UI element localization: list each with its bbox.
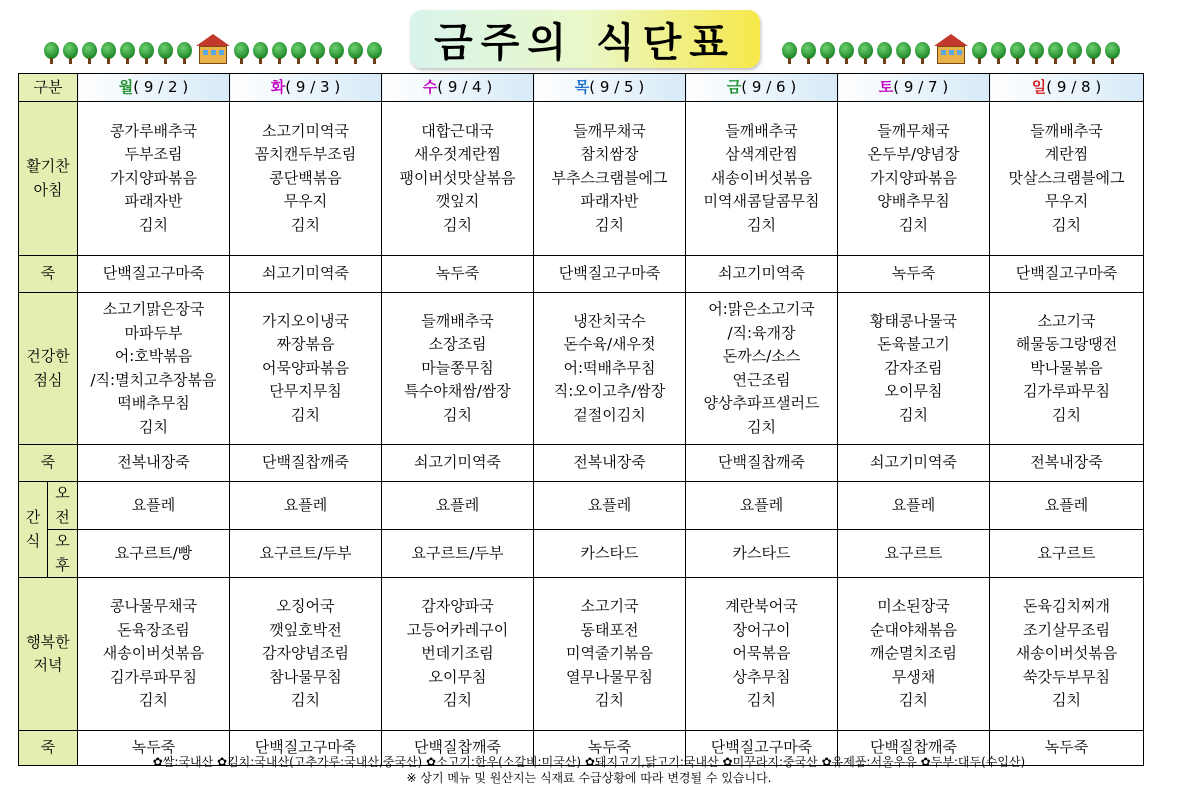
snack-pm-cell: 요구르트	[838, 530, 990, 578]
snack-am-cell: 요플레	[686, 482, 838, 530]
tree-icon	[367, 42, 382, 64]
snack-am-cell: 요플레	[534, 482, 686, 530]
dinner-cell: 소고기국 동태포전 미역줄기볶음 열무나물무침 김치	[534, 578, 686, 731]
lunch-cell: 가지오이냉국 짜장볶음 어묵양파볶음 단무지무침 김치	[230, 293, 382, 445]
tree-icon	[858, 42, 873, 64]
decoration-left	[44, 36, 382, 64]
porridge-cell: 단백질고구마죽	[230, 731, 382, 766]
page-title: 금주의 식단표	[434, 19, 736, 66]
tree-icon	[329, 42, 344, 64]
lunch-cell: 소고기국 해물동그랑땡전 박나물볶음 김가루파무침 김치	[990, 293, 1144, 445]
breakfast-row	[19, 102, 1144, 256]
tree-icon	[915, 42, 930, 64]
snack-pm-row	[19, 530, 1144, 578]
day-header-wed: 수( 9 / 4 )	[382, 74, 534, 102]
breakfast-cell: 소고기미역국 꼼치캔두부조림 콩단백볶음 무우지 김치	[230, 102, 382, 256]
menu-table	[18, 73, 1144, 766]
dinner-cell: 콩나물무채국 돈육장조림 새송이버섯볶음 김가루파무침 김치	[78, 578, 230, 731]
porridge-label: 죽	[19, 256, 78, 293]
tree-icon	[310, 42, 325, 64]
porridge-cell: 녹두죽	[838, 256, 990, 293]
porridge-cell: 단백질찹깨죽	[382, 731, 534, 766]
lunch-label: 건강한 점심	[19, 293, 78, 445]
tree-icon	[234, 42, 249, 64]
day-header-thu: 목( 9 / 5 )	[534, 74, 686, 102]
snack-am-cell: 요플레	[230, 482, 382, 530]
lunch-porridge-row	[19, 445, 1144, 482]
dinner-cell: 미소된장국 순대야채볶음 깨순멸치조림 무생채 김치	[838, 578, 990, 731]
breakfast-cell: 들깨무채국 참치쌈장 부추스크램블에그 파래자반 김치	[534, 102, 686, 256]
breakfast-cell: 들깨배추국 삼색계란찜 새송이버섯볶음 미역새콤달콤무침 김치	[686, 102, 838, 256]
lunch-cell: 소고기맑은장국 마파두부 어:호박볶음 /직:멸치고추장볶음 떡배추무침 김치	[78, 293, 230, 445]
breakfast-cell: 대합근대국 새우젓계란찜 팽이버섯맛살볶음 깻잎지 김치	[382, 102, 534, 256]
snack-pm-cell: 카스타드	[534, 530, 686, 578]
porridge-label: 죽	[19, 445, 78, 482]
porridge-label: 죽	[19, 731, 78, 766]
snack-pm-cell: 요구르트/두부	[382, 530, 534, 578]
snack-pm-label: 오 후	[48, 530, 78, 578]
snack-am-cell: 요플레	[990, 482, 1144, 530]
breakfast-cell: 들깨배추국 계란찜 맛살스크램블에그 무우지 김치	[990, 102, 1144, 256]
snack-label: 간 식	[19, 482, 48, 578]
dinner-cell: 돈육김치찌개 조기살무조림 새송이버섯볶음 쑥갓두부무침 김치	[990, 578, 1144, 731]
tree-icon	[1029, 42, 1044, 64]
breakfast-label: 활기찬 아침	[19, 102, 78, 256]
porridge-cell: 녹두죽	[78, 731, 230, 766]
porridge-cell: 전복내장죽	[990, 445, 1144, 482]
header-row	[19, 74, 1144, 102]
snack-pm-cell: 요구르트/두부	[230, 530, 382, 578]
tree-icon	[63, 42, 78, 64]
tree-icon	[896, 42, 911, 64]
snack-am-row	[19, 482, 1144, 530]
dinner-cell: 계란북어국 장어구이 어묵볶음 상추무침 김치	[686, 578, 838, 731]
porridge-cell: 단백질고구마죽	[686, 731, 838, 766]
porridge-cell: 단백질고구마죽	[990, 256, 1144, 293]
lunch-cell: 들깨배추국 소장조림 마늘쫑무침 특수야채쌈/쌈장 김치	[382, 293, 534, 445]
dinner-row	[19, 578, 1144, 731]
porridge-cell: 단백질찹깨죽	[230, 445, 382, 482]
porridge-cell: 쇠고기미역죽	[838, 445, 990, 482]
dinner-cell: 오징어국 깻잎호박전 감자양념조림 참나물무침 김치	[230, 578, 382, 731]
tree-icon	[291, 42, 306, 64]
porridge-cell: 단백질고구마죽	[534, 256, 686, 293]
porridge-cell: 전복내장죽	[78, 445, 230, 482]
snack-am-cell: 요플레	[382, 482, 534, 530]
tree-icon	[1067, 42, 1082, 64]
decoration-right	[782, 36, 1120, 64]
snack-pm-cell: 요구르트	[990, 530, 1144, 578]
house-icon	[934, 34, 968, 64]
breakfast-porridge-row	[19, 256, 1144, 293]
porridge-cell: 쇠고기미역죽	[382, 445, 534, 482]
porridge-cell: 단백질고구마죽	[78, 256, 230, 293]
tree-icon	[253, 42, 268, 64]
snack-am-label: 오 전	[48, 482, 78, 530]
tree-icon	[991, 42, 1006, 64]
category-header: 구분	[19, 74, 78, 102]
tree-icon	[177, 42, 192, 64]
tree-icon	[782, 42, 797, 64]
tree-icon	[82, 42, 97, 64]
day-header-fri: 금( 9 / 6 )	[686, 74, 838, 102]
snack-pm-cell: 요구르트/빵	[78, 530, 230, 578]
lunch-cell: 냉잔치국수 돈수육/새우젓 어:떡배추무침 직:오이고추/쌈장 겉절이김치	[534, 293, 686, 445]
dinner-cell: 감자양파국 고등어카레구이 번데기조림 오이무침 김치	[382, 578, 534, 731]
page-title-box	[410, 10, 760, 68]
tree-icon	[839, 42, 854, 64]
porridge-cell: 단백질찹깨죽	[838, 731, 990, 766]
tree-icon	[1105, 42, 1120, 64]
snack-am-cell: 요플레	[838, 482, 990, 530]
tree-icon	[877, 42, 892, 64]
tree-icon	[120, 42, 135, 64]
porridge-cell: 쇠고기미역죽	[686, 256, 838, 293]
tree-icon	[820, 42, 835, 64]
breakfast-cell: 콩가루배추국 두부조림 가지양파볶음 파래자반 김치	[78, 102, 230, 256]
breakfast-cell: 들깨무채국 온두부/양념장 가지양파볶음 양배추무침 김치	[838, 102, 990, 256]
change-notice: ※ 상기 메뉴 및 원산지는 식재료 수급상황에 따라 변경될 수 있습니다.	[406, 771, 772, 785]
day-header-sun: 일( 9 / 8 )	[990, 74, 1144, 102]
porridge-cell: 녹두죽	[534, 731, 686, 766]
porridge-cell: 단백질찹깨죽	[686, 445, 838, 482]
snack-pm-cell: 카스타드	[686, 530, 838, 578]
tree-icon	[1086, 42, 1101, 64]
tree-icon	[158, 42, 173, 64]
lunch-cell: 황태콩나물국 돈육불고기 감자조림 오이무침 김치	[838, 293, 990, 445]
porridge-cell: 녹두죽	[990, 731, 1144, 766]
tree-icon	[348, 42, 363, 64]
tree-icon	[1048, 42, 1063, 64]
tree-icon	[101, 42, 116, 64]
dinner-label: 행복한 저녁	[19, 578, 78, 731]
tree-icon	[139, 42, 154, 64]
porridge-cell: 녹두죽	[382, 256, 534, 293]
porridge-cell: 쇠고기미역죽	[230, 256, 382, 293]
origin-note: ✿쌀:국내산 ✿김치:국내산(고추가루:국내산,중국산) ✿소고기:한우(소갈비:미국산) ✿돼지고기,닭고기:국내산 ✿미꾸라지:중국산 ✿유제품:서울우유 ✿두부:대두(수입산)	[152, 755, 1026, 769]
day-header-mon: 월( 9 / 2 )	[78, 74, 230, 102]
porridge-cell: 전복내장죽	[534, 445, 686, 482]
house-icon	[196, 34, 230, 64]
tree-icon	[1010, 42, 1025, 64]
lunch-cell: 어:맑은소고기국 /직:육개장 돈까스/소스 연근조림 양상추파프샐러드 김치	[686, 293, 838, 445]
tree-icon	[44, 42, 59, 64]
tree-icon	[972, 42, 987, 64]
tree-icon	[801, 42, 816, 64]
day-header-sat: 토( 9 / 7 )	[838, 74, 990, 102]
tree-icon	[272, 42, 287, 64]
lunch-row	[19, 293, 1144, 445]
day-header-tue: 화( 9 / 3 )	[230, 74, 382, 102]
snack-am-cell: 요플레	[78, 482, 230, 530]
